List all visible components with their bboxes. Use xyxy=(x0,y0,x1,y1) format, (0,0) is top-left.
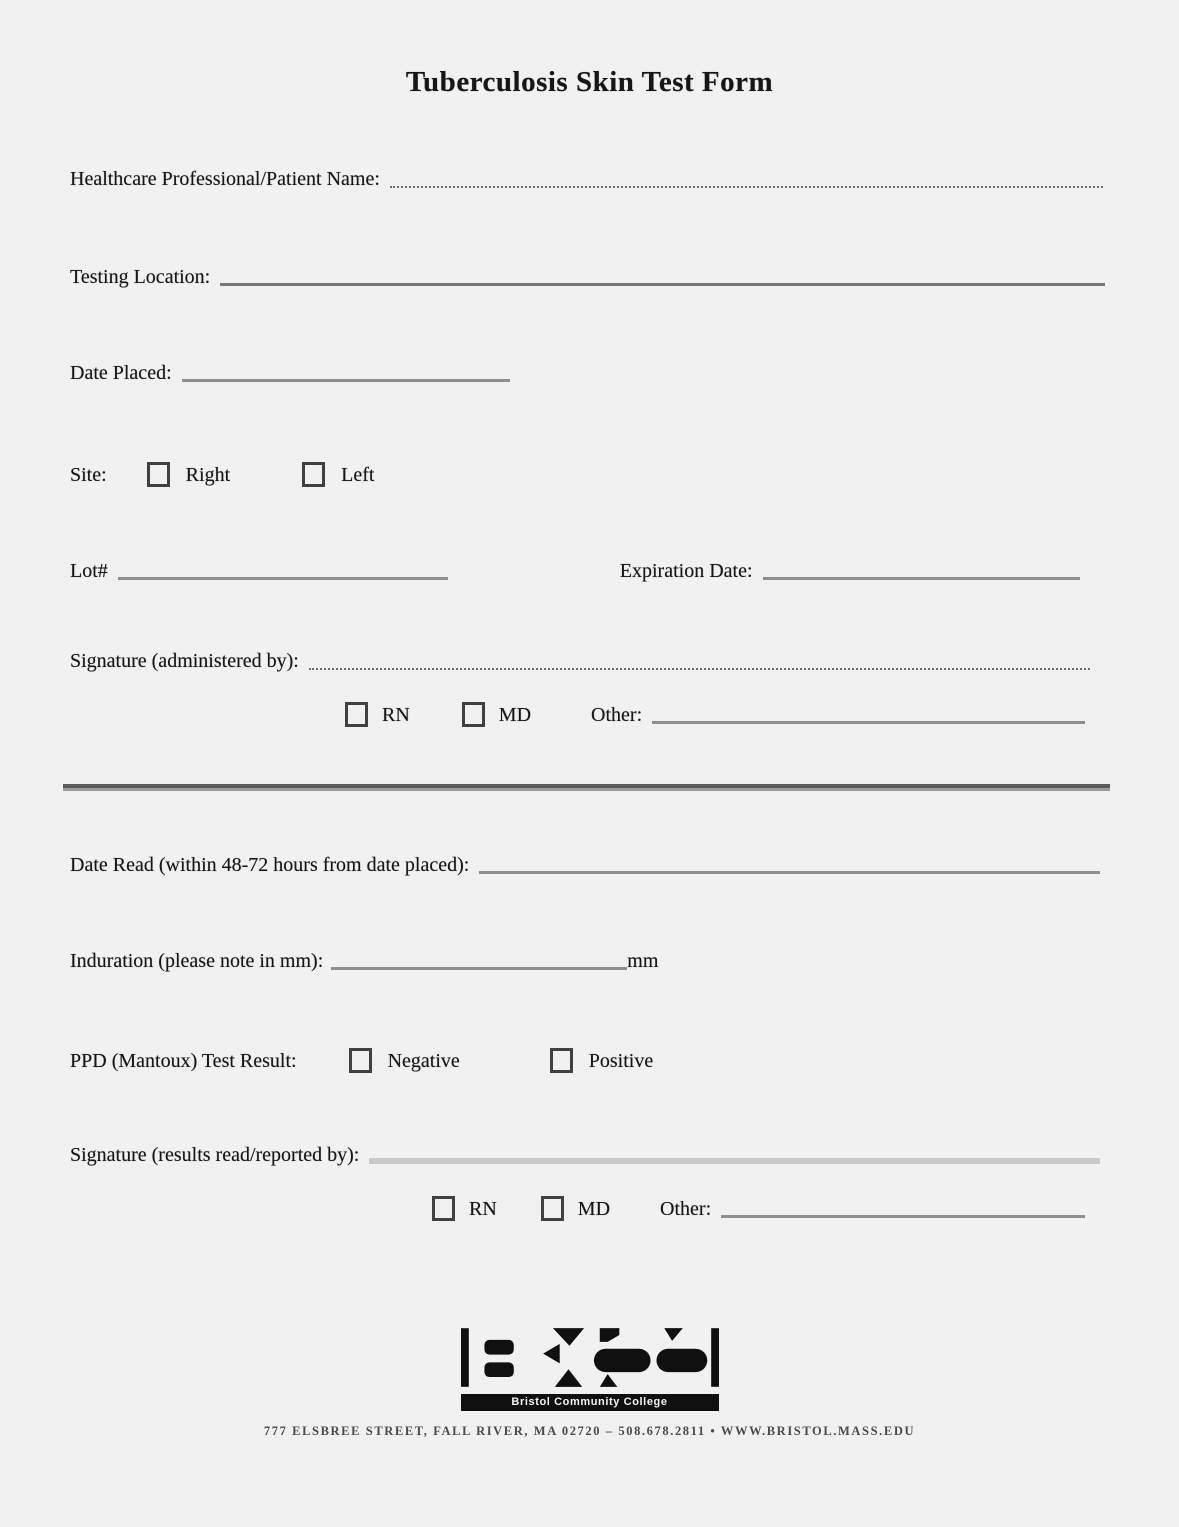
testing-location-row xyxy=(70,264,1105,290)
ppd-result-row xyxy=(70,1048,653,1074)
read-md-label: MD xyxy=(577,1198,611,1220)
read-rn-checkbox[interactable] xyxy=(432,1196,455,1221)
signature-administered-label: Signature (administered by): xyxy=(70,650,299,672)
signature-read-label: Signature (results read/reported by): xyxy=(70,1144,360,1166)
date-placed-label: Date Placed: xyxy=(70,362,172,384)
read-other-input-line[interactable] xyxy=(721,1215,1085,1218)
signature-read-input-line[interactable] xyxy=(369,1158,1100,1164)
bcc-logo-glyphs xyxy=(461,1328,719,1387)
lot-input-line[interactable] xyxy=(118,577,448,580)
page-title: Tuberculosis Skin Test Form xyxy=(405,66,774,98)
bcc-logo-caption: Bristol Community College xyxy=(461,1394,719,1411)
result-positive-label: Positive xyxy=(588,1050,654,1072)
induration-unit-label: mm xyxy=(627,950,659,972)
signature-administered-input-line[interactable] xyxy=(309,668,1090,670)
name-input-line[interactable] xyxy=(390,186,1103,188)
expiration-input-line[interactable] xyxy=(763,577,1080,580)
admin-other-input-line[interactable] xyxy=(652,721,1085,724)
expiration-label: Expiration Date: xyxy=(619,560,753,582)
date-placed-row xyxy=(70,360,510,386)
induration-row xyxy=(70,948,658,974)
induration-input-line[interactable] xyxy=(331,967,627,970)
admin-other-label: Other: xyxy=(591,704,643,726)
credential-read-row xyxy=(432,1196,1085,1222)
read-md-checkbox[interactable] xyxy=(541,1196,564,1221)
site-row xyxy=(70,462,374,488)
result-negative-label: Negative xyxy=(387,1050,460,1072)
section-divider xyxy=(63,784,1110,791)
admin-md-label: MD xyxy=(498,704,532,726)
result-negative-checkbox[interactable] xyxy=(349,1048,372,1073)
testing-location-label: Testing Location: xyxy=(70,266,211,288)
result-positive-checkbox[interactable] xyxy=(550,1048,573,1073)
ppd-result-label: PPD (Mantoux) Test Result: xyxy=(70,1050,297,1072)
footer-address: 777 ELSBREE STREET, FALL RIVER, MA 02720 – 508.678.2811 • WWW.BRISTOL.MASS.EDU xyxy=(263,1424,916,1438)
date-placed-input-line[interactable] xyxy=(182,379,510,382)
site-left-label: Left xyxy=(341,464,375,486)
read-rn-label: RN xyxy=(469,1198,497,1220)
site-right-label: Right xyxy=(185,464,231,486)
admin-md-checkbox[interactable] xyxy=(462,702,485,727)
site-label: Site: xyxy=(70,464,107,486)
signature-administered-row xyxy=(70,648,1090,674)
site-left-checkbox[interactable] xyxy=(302,462,325,487)
admin-rn-label: RN xyxy=(382,704,410,726)
site-right-checkbox[interactable] xyxy=(147,462,170,487)
signature-read-row xyxy=(70,1142,1100,1168)
date-read-row xyxy=(70,852,1100,878)
induration-label: Induration (please note in mm): xyxy=(70,950,324,972)
date-read-label: Date Read (within 48-72 hours from date placed): xyxy=(70,854,470,876)
lot-label: Lot# xyxy=(70,560,108,582)
admin-rn-checkbox[interactable] xyxy=(345,702,368,727)
read-other-label: Other: xyxy=(660,1198,712,1220)
name-row xyxy=(70,166,1103,192)
name-label: Healthcare Professional/Patient Name: xyxy=(70,168,380,190)
testing-location-input-line[interactable] xyxy=(220,283,1105,286)
lot-expiration-row xyxy=(70,558,1080,584)
bcc-logo xyxy=(461,1328,719,1411)
date-read-input-line[interactable] xyxy=(479,871,1100,874)
credential-administered-row xyxy=(345,702,1085,728)
